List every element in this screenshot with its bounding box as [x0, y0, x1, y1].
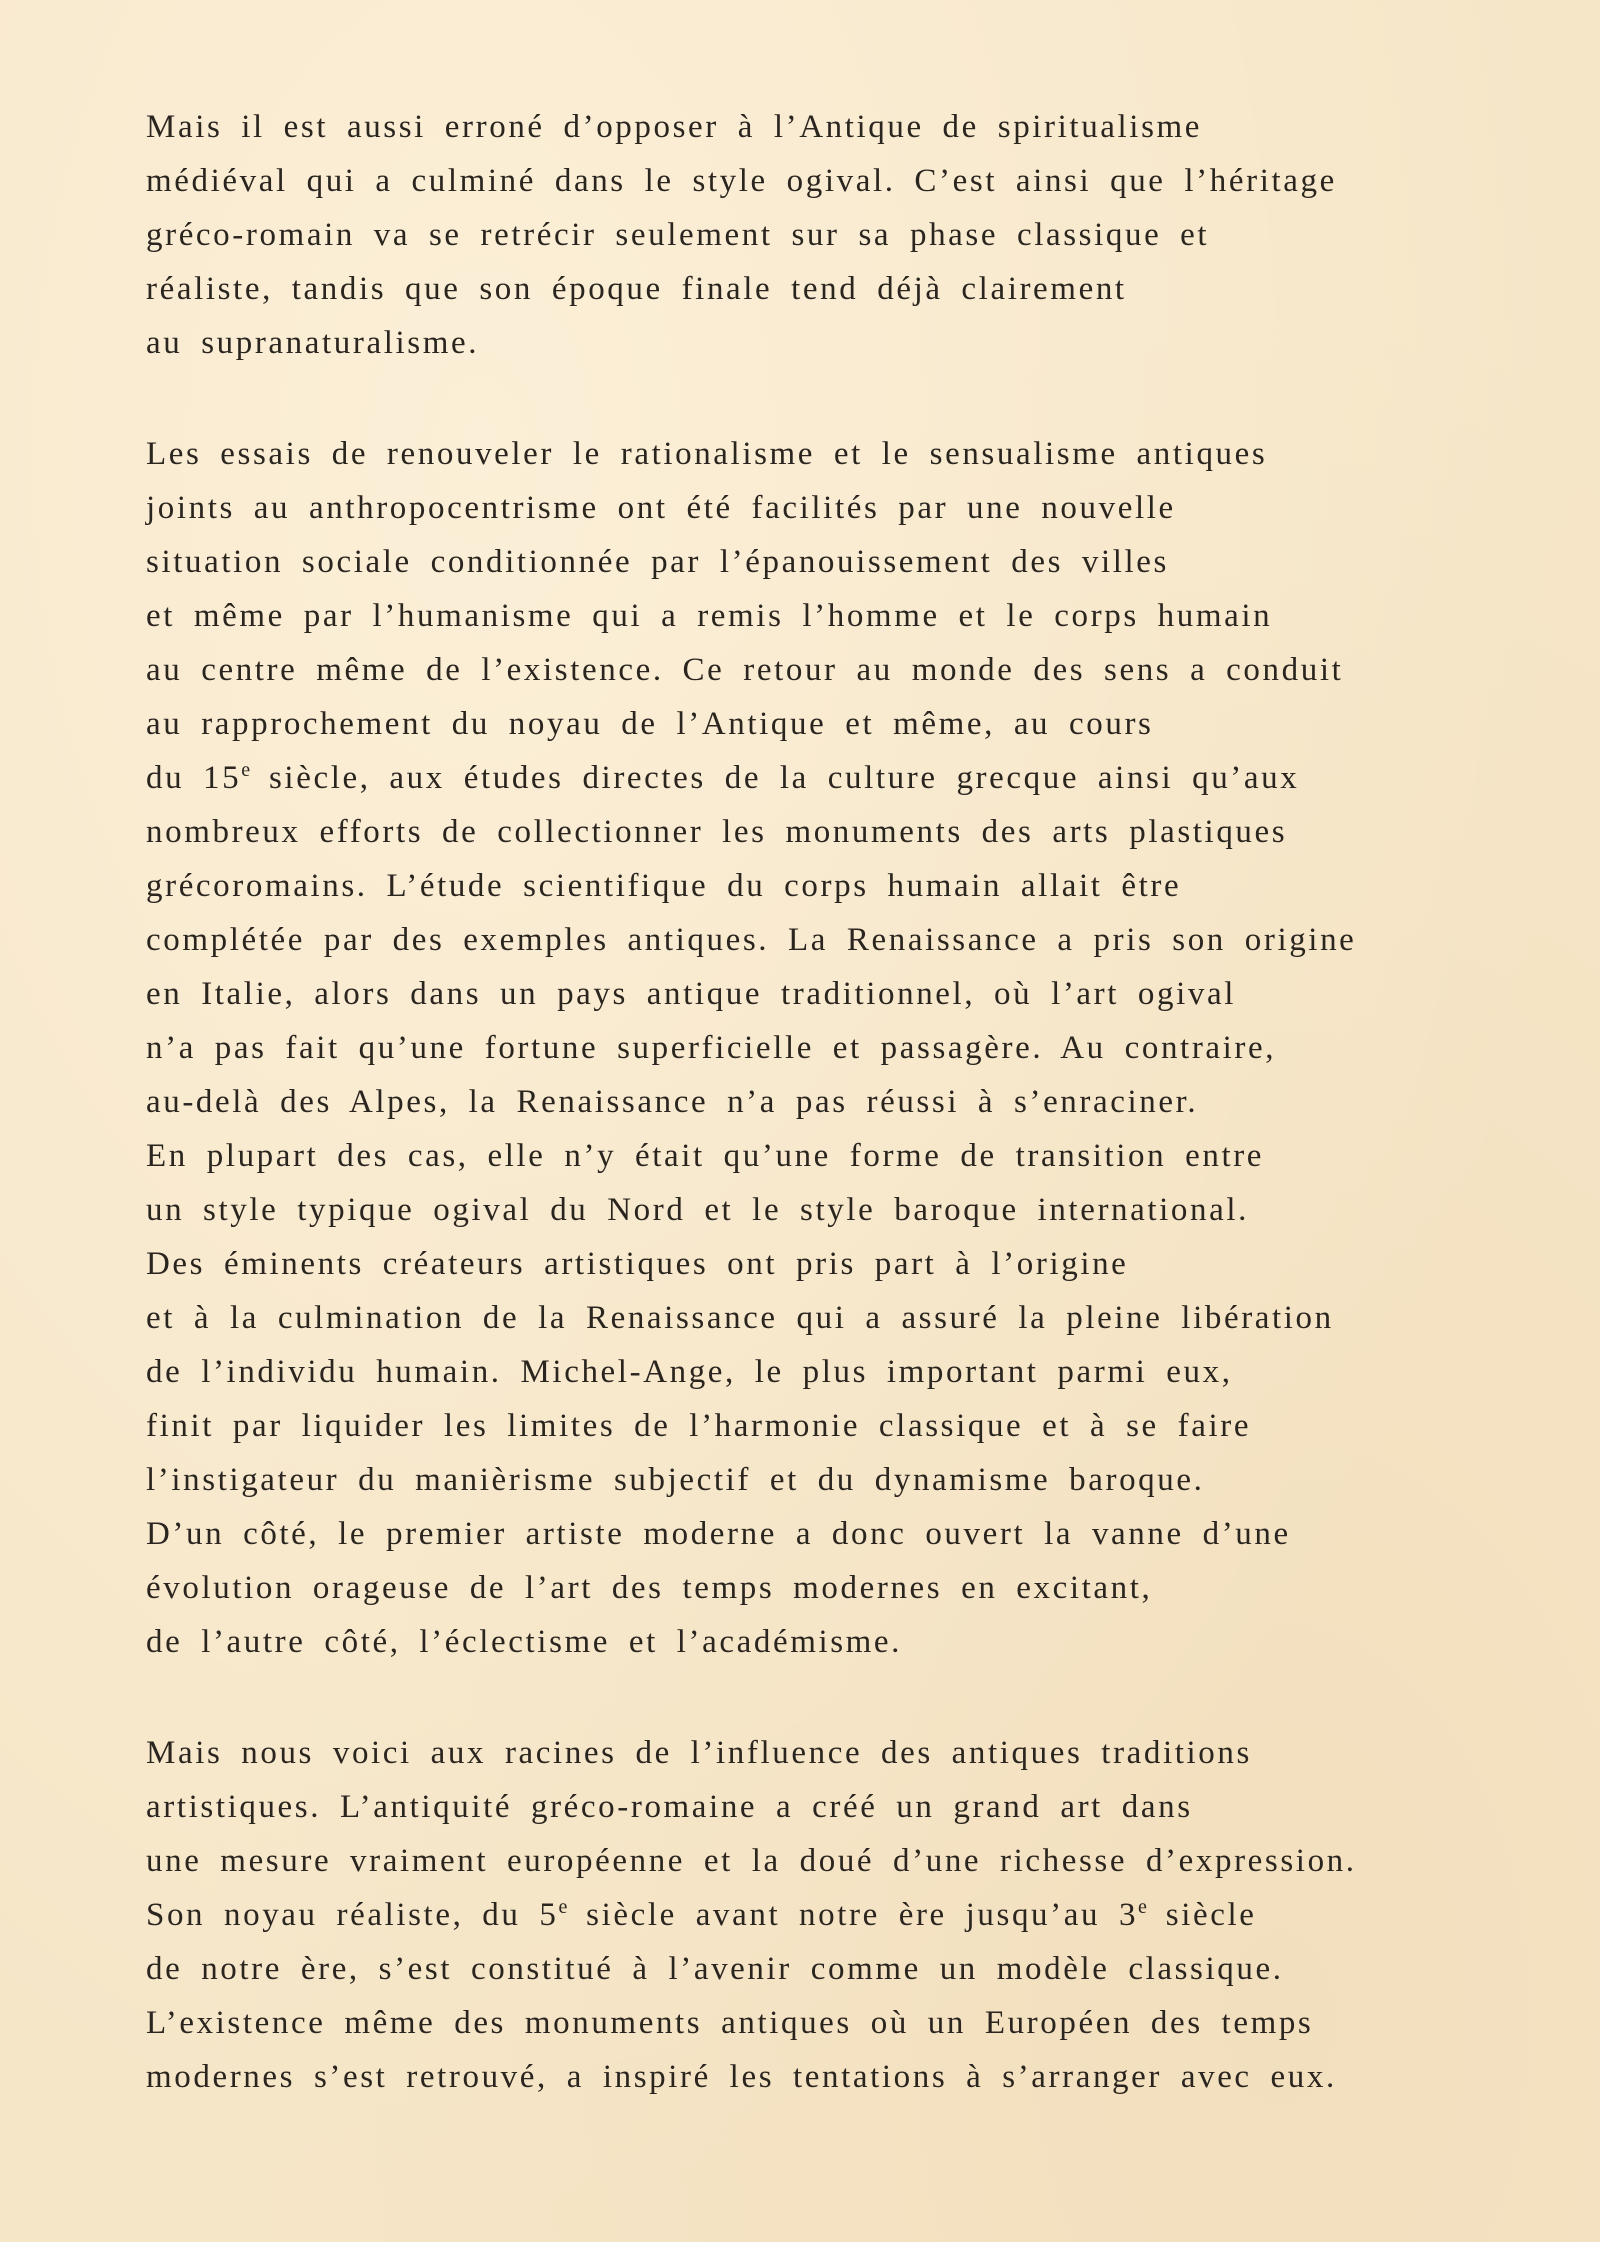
text-line: nombreux efforts de collectionner les monuments des arts plastiques [146, 814, 1288, 850]
text-line: l’instigateur du manièrisme subjectif et du dynamisme baroque. [146, 1462, 1205, 1498]
text-line: au rapprochement du noyau de l’Antique et même, au cours [146, 706, 1154, 742]
text-line: évolution orageuse de l’art des temps modernes en excitant, [146, 1570, 1153, 1606]
text-line: au centre même de l’existence. Ce retour au monde des sens a conduit [146, 652, 1344, 688]
text-line: Mais il est aussi erroné d’opposer à l’Antique de spiritualisme [146, 109, 1203, 145]
superscript: e [1138, 1896, 1147, 1918]
text-line: médiéval qui a culminé dans le style ogival. C’est ainsi que l’héritage [146, 163, 1337, 199]
text-line: de l’individu humain. Michel-Ange, le plus important parmi eux, [146, 1354, 1233, 1390]
text-line: n’a pas fait qu’une fortune superficielle et passagère. Au contraire, [146, 1030, 1277, 1066]
text-segment: siècle [1146, 1897, 1257, 1933]
text-line: au supranaturalisme. [146, 325, 480, 361]
text-segment: siècle avant notre ère jusqu’au 3 [567, 1897, 1139, 1933]
superscript: e [241, 759, 251, 781]
text-line: un style typique ogival du Nord et le style baroque international. [146, 1192, 1249, 1228]
text-segment: du 15 [146, 760, 242, 796]
text-line: Mais nous voici aux racines de l’influence des antiques traditions [146, 1735, 1252, 1771]
text-line: gréco-romain va se retrécir seulement sur sa phase classique et [146, 217, 1210, 253]
text-line: situation sociale conditionnée par l’épanouissement des villes [146, 544, 1169, 580]
text-line: L’existence même des monuments antiques où un Européen des temps [146, 2005, 1314, 2041]
text-line [146, 1888, 1357, 1942]
text-segment: siècle, aux études directes de la culture grecque ainsi qu’aux [250, 760, 1300, 796]
text-line: réaliste, tandis que son époque finale tend déjà clairement [146, 271, 1127, 307]
text-line: Des éminents créateurs artistiques ont pris part à l’origine [146, 1246, 1129, 1282]
text-line: grécoromains. L’étude scientifique du corps humain allait être [146, 868, 1182, 904]
text-line: et même par l’humanisme qui a remis l’homme et le corps humain [146, 598, 1273, 634]
text-line: et à la culmination de la Renaissance qui a assuré la pleine libération [146, 1300, 1334, 1336]
text-line [146, 751, 1357, 805]
text-line: D’un côté, le premier artiste moderne a donc ouvert la vanne d’une [146, 1516, 1291, 1552]
paragraph-2 [146, 427, 1357, 1669]
text-line: en Italie, alors dans un pays antique traditionnel, où l’art ogival [146, 976, 1236, 1012]
text-line: joints au anthropocentrisme ont été facilités par une nouvelle [146, 490, 1176, 526]
text-line: En plupart des cas, elle n’y était qu’une forme de transition entre [146, 1138, 1265, 1174]
text-line: complétée par des exemples antiques. La Renaissance a pris son origine [146, 922, 1357, 958]
text-line: une mesure vraiment européenne et la doué d’une richesse d’expression. [146, 1843, 1357, 1879]
text-line: artistiques. L’antiquité gréco-romaine a créé un grand art dans [146, 1789, 1193, 1825]
text-line: au-delà des Alpes, la Renaissance n’a pas réussi à s’enraciner. [146, 1084, 1199, 1120]
superscript: e [558, 1896, 568, 1918]
text-line: de notre ère, s’est constitué à l’avenir comme un modèle classique. [146, 1951, 1284, 1987]
text-line: de l’autre côté, l’éclectisme et l’académisme. [146, 1624, 903, 1660]
paragraph-1 [146, 100, 1357, 370]
text-line: finit par liquider les limites de l’harmonie classique et à se faire [146, 1408, 1252, 1444]
text-line: modernes s’est retrouvé, a inspiré les tentations à s’arranger avec eux. [146, 2059, 1337, 2095]
paragraph-3 [146, 1726, 1357, 2104]
text-segment: Son noyau réaliste, du 5 [146, 1897, 559, 1933]
document-page [146, 100, 1357, 2104]
text-line: Les essais de renouveler le rationalisme et le sensualisme antiques [146, 436, 1268, 472]
